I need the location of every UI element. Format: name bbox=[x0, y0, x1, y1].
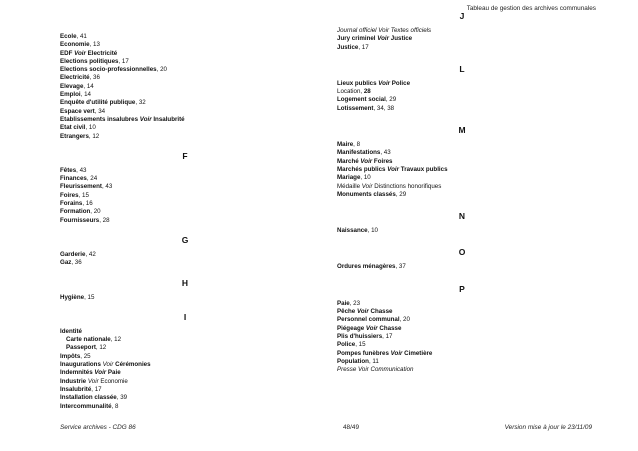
index-entry-text: Forains bbox=[60, 200, 83, 208]
index-entry bbox=[337, 263, 587, 271]
index-entry-text: Impôts bbox=[60, 352, 81, 360]
index-entry bbox=[337, 166, 587, 174]
index-entry-text: Fleurissement bbox=[60, 183, 102, 191]
index-entry bbox=[337, 105, 587, 113]
footer-service-name: Service archives - CDG 86 bbox=[60, 424, 136, 431]
index-entry-text: Etat civil bbox=[60, 124, 86, 132]
index-entry bbox=[60, 124, 310, 132]
index-entry-text: Etrangers bbox=[60, 132, 89, 140]
index-entry bbox=[337, 27, 587, 35]
index-entry bbox=[60, 99, 310, 107]
index-entry bbox=[337, 35, 587, 43]
index-entry-text: , 17 bbox=[91, 385, 102, 393]
index-entry-text: Gaz bbox=[60, 259, 72, 267]
index-entry-text: Passeport bbox=[66, 344, 96, 352]
index-entry bbox=[337, 174, 587, 182]
index-entry bbox=[60, 74, 310, 82]
index-entry bbox=[60, 175, 310, 183]
index-entry-text: , 29 bbox=[385, 96, 397, 104]
index-entry bbox=[60, 41, 310, 49]
index-entry-text: , 10 bbox=[85, 124, 96, 132]
index-entry-text: Etablissements insalubres bbox=[60, 115, 140, 123]
index-entry bbox=[60, 403, 310, 411]
index-entry-text: , 43 bbox=[380, 149, 391, 157]
index-entry-text: Jury criminel bbox=[337, 35, 378, 43]
index-entry bbox=[337, 308, 587, 316]
index-entry bbox=[60, 361, 310, 369]
index-entry-text: Finances bbox=[60, 175, 87, 183]
index-entry-text: , 32 bbox=[135, 99, 146, 107]
index-entry-text: Plis d'huissiers bbox=[337, 332, 383, 340]
section-letter-h: H bbox=[181, 277, 189, 288]
index-entry bbox=[60, 378, 310, 386]
index-entry bbox=[337, 88, 587, 96]
index-entry-text: Voir bbox=[87, 377, 99, 385]
index-entry bbox=[60, 66, 310, 74]
index-entry-text: EDF bbox=[60, 49, 75, 57]
index-entry-text: , 36 bbox=[89, 74, 100, 82]
index-entry-text: Cérémonies bbox=[113, 361, 151, 369]
index-entry-text: , 17 bbox=[382, 332, 393, 340]
index-entry-text: , 20 bbox=[156, 66, 167, 74]
section-letter-p: P bbox=[459, 283, 465, 294]
index-entry-text: Voir bbox=[390, 349, 403, 357]
index-entry bbox=[337, 341, 587, 349]
document-header-title: Tableau de gestion des archives communales bbox=[466, 5, 596, 12]
index-entry-text: , 42 bbox=[85, 250, 96, 258]
index-entry bbox=[337, 141, 587, 149]
section-letter-n: N bbox=[458, 211, 466, 222]
index-entry-text: Communication bbox=[368, 366, 414, 374]
index-entry bbox=[60, 208, 310, 216]
index-entry-text: , 24 bbox=[86, 175, 98, 183]
index-entry-text: Voir bbox=[102, 361, 114, 369]
index-entry-text: Marchés publics bbox=[337, 165, 388, 173]
index-entry-text: Voir bbox=[377, 35, 390, 43]
index-entry bbox=[337, 316, 587, 324]
index-entry-text: , 14 bbox=[83, 82, 94, 90]
index-entry bbox=[337, 366, 587, 374]
section-letter-j: J bbox=[459, 11, 465, 21]
index-entry bbox=[60, 192, 310, 200]
index-entry-text: Foires bbox=[372, 157, 393, 165]
section-letter-f: F bbox=[182, 150, 188, 161]
index-entry-text: , 11 bbox=[368, 357, 379, 365]
index-entry bbox=[337, 358, 587, 366]
index-entry-text: , 23 bbox=[349, 299, 361, 307]
index-entry-text: Insalubrité bbox=[151, 115, 185, 123]
index-entry bbox=[337, 80, 587, 88]
index-entry-text: Piégeage bbox=[337, 324, 366, 332]
index-entry-text: , 15 bbox=[355, 341, 366, 349]
index-entry-text: Inaugurations bbox=[60, 361, 103, 369]
section-letter-g: G bbox=[181, 234, 189, 245]
index-entry-text: Voir bbox=[378, 27, 390, 34]
index-entry-text: Location bbox=[337, 88, 361, 96]
index-entry-text: , 36 bbox=[71, 259, 82, 267]
index-entry-text: , 10 bbox=[367, 227, 378, 235]
index-entry-text: Maire bbox=[337, 141, 354, 149]
index-entry bbox=[60, 91, 310, 99]
index-entry-text: Foires bbox=[60, 191, 79, 199]
section-letter-o: O bbox=[458, 247, 466, 258]
index-entry-text: Garderie bbox=[60, 250, 86, 258]
index-entry bbox=[60, 58, 310, 66]
index-entry-text: , 39 bbox=[116, 394, 128, 402]
index-entry-text: Voir bbox=[356, 308, 369, 316]
index-entry bbox=[60, 294, 310, 302]
section-letter-m: M bbox=[458, 125, 466, 136]
index-entry-text: , 16 bbox=[82, 200, 93, 208]
index-entry bbox=[337, 333, 587, 341]
index-entry-text: Monuments classés bbox=[337, 190, 396, 198]
index-entry-text: Intercommunalité bbox=[60, 402, 112, 410]
index-entry-text: , 43 bbox=[101, 183, 113, 191]
index-entry-text: Insalubrité bbox=[60, 385, 92, 393]
index-entry-text: Lotissement bbox=[337, 104, 374, 112]
index-entry-text: Voir bbox=[357, 366, 369, 374]
index-entry-text: , 25 bbox=[80, 352, 91, 360]
index-entry-text: , 41 bbox=[76, 33, 87, 40]
section-letter-i: I bbox=[183, 311, 187, 322]
index-entry-text: Travaux publics bbox=[399, 165, 448, 173]
index-entry-text: Journal officiel bbox=[337, 27, 379, 34]
index-entry bbox=[60, 133, 310, 141]
index-entry-text: Cimetière bbox=[402, 349, 433, 357]
index-entry-text: , 8 bbox=[353, 141, 361, 149]
index-entry bbox=[60, 217, 310, 225]
index-entry-text: , 34, 38 bbox=[373, 104, 395, 112]
index-entry bbox=[60, 328, 310, 336]
index-entry bbox=[60, 83, 310, 91]
index-column-left bbox=[60, 33, 310, 411]
index-entry-text: Presse bbox=[337, 366, 358, 374]
index-entry bbox=[60, 200, 310, 208]
index-entry-text: , 10 bbox=[360, 174, 371, 182]
index-entry bbox=[337, 325, 587, 333]
footer-version-date: Version mise à jour le 23/11/09 bbox=[504, 424, 592, 431]
index-entry-text: Distinctions honorifiques bbox=[372, 182, 442, 190]
index-entry-text: , 29 bbox=[395, 190, 407, 198]
index-entry-text: Fêtes bbox=[60, 166, 77, 174]
index-entry-text: Formation bbox=[60, 208, 91, 216]
index-entry-text: Voir bbox=[378, 79, 391, 87]
index-entry-text: Chasse bbox=[368, 308, 393, 316]
index-entry bbox=[337, 350, 587, 358]
index-entry-text: Emploi bbox=[60, 91, 81, 99]
index-entry-text: Voir bbox=[74, 49, 86, 57]
index-entry-text: Textes officiels bbox=[389, 27, 432, 34]
index-entry bbox=[337, 44, 587, 52]
index-entry-text: Elections politiques bbox=[60, 57, 119, 65]
index-entry-text: Police bbox=[337, 341, 356, 349]
index-entry-text: Paie bbox=[106, 369, 121, 377]
index-entry-text: Pompes funèbres bbox=[337, 349, 391, 357]
index-entry-text: Elevage bbox=[60, 82, 84, 90]
index-entry bbox=[337, 227, 587, 235]
index-entry-text: Carte nationale bbox=[66, 336, 111, 344]
index-entry-text: Industrie bbox=[60, 377, 88, 385]
index-entry-text: Hygiène bbox=[60, 293, 85, 301]
index-entry-text: 28 bbox=[363, 88, 371, 96]
index-entry-text: Elections socio-professionnelles bbox=[60, 66, 157, 74]
index-entry-text: Logement social bbox=[337, 96, 386, 104]
index-entry-text: Lieux publics bbox=[337, 79, 379, 87]
index-entry bbox=[337, 96, 587, 104]
index-entry-text: Voir bbox=[387, 165, 400, 173]
index-entry bbox=[337, 149, 587, 157]
index-entry bbox=[337, 158, 587, 166]
index-entry-text: , 14 bbox=[80, 91, 91, 99]
index-entry-text: Justice bbox=[337, 43, 359, 51]
index-entry-text: Mariage bbox=[337, 174, 361, 182]
index-entry-text: Chasse bbox=[377, 324, 402, 332]
index-entry-text: Espace vert bbox=[60, 107, 95, 115]
index-entry-text: Naissance bbox=[337, 227, 368, 235]
index-entry bbox=[60, 336, 310, 344]
index-entry bbox=[60, 108, 310, 116]
index-entry bbox=[60, 251, 310, 259]
index-entry-text: , 43 bbox=[76, 166, 87, 174]
index-entry-text: Police bbox=[390, 79, 411, 87]
index-entry bbox=[60, 353, 310, 361]
index-entry-text: Pêche bbox=[337, 308, 357, 316]
index-entry-text: Paie bbox=[337, 299, 350, 307]
index-entry-text: , 37 bbox=[395, 263, 406, 271]
index-entry bbox=[60, 50, 310, 58]
index-entry bbox=[60, 33, 310, 41]
index-entry-text: Ordures ménagères bbox=[337, 263, 396, 271]
index-entry-text: , 28 bbox=[99, 216, 110, 224]
index-entry bbox=[337, 183, 587, 191]
index-entry-text: Voir bbox=[365, 324, 378, 332]
index-entry-text: Marché bbox=[337, 157, 361, 165]
index-entry-text: , 17 bbox=[118, 57, 129, 65]
index-entry bbox=[60, 386, 310, 394]
index-entry-text: Installation classée bbox=[60, 394, 117, 402]
index-entry-text: Voir bbox=[361, 182, 373, 190]
index-entry-text: , 8 bbox=[111, 402, 119, 410]
index-entry-text: Economie bbox=[98, 377, 128, 385]
index-entry bbox=[60, 183, 310, 191]
index-entry-text: Fournisseurs bbox=[60, 216, 100, 224]
index-entry-text: Enquête d'utilité publique bbox=[60, 99, 136, 107]
index-entry bbox=[60, 369, 310, 377]
index-entry bbox=[60, 394, 310, 402]
index-entry-text: , 13 bbox=[89, 41, 100, 49]
index-entry-text: , bbox=[360, 88, 364, 96]
index-entry-text: , 12 bbox=[95, 344, 107, 352]
index-entry bbox=[60, 344, 310, 352]
footer-page-number: 48/49 bbox=[343, 424, 359, 431]
index-column-right bbox=[337, 11, 587, 374]
index-entry-text: Electricité bbox=[85, 49, 118, 57]
index-entry-text: , 20 bbox=[90, 208, 101, 216]
index-entry-text: Indemnités bbox=[60, 369, 95, 377]
index-entry-text: Voir bbox=[139, 115, 152, 123]
index-entry-text: Ecole bbox=[60, 33, 77, 40]
index-entry-text: Justice bbox=[389, 35, 413, 43]
index-entry-text: , 34 bbox=[94, 107, 106, 115]
index-entry-text: Voir bbox=[94, 369, 107, 377]
index-entry bbox=[60, 116, 310, 124]
index-entry-text: , 20 bbox=[399, 316, 410, 324]
index-entry-text: Manifestations bbox=[337, 149, 381, 157]
index-entry-text: , 12 bbox=[88, 132, 100, 140]
index-entry-text: Identité bbox=[60, 327, 83, 335]
index-entry bbox=[337, 191, 587, 199]
index-entry-text: Personnel communal bbox=[337, 316, 400, 324]
index-entry-text: , 15 bbox=[84, 293, 95, 301]
index-entry-text: , 17 bbox=[358, 43, 369, 51]
index-entry bbox=[60, 167, 310, 175]
index-entry-text: , 15 bbox=[78, 191, 89, 199]
index-entry-text: Electricité bbox=[60, 74, 90, 82]
index-entry-text: Economie bbox=[60, 41, 90, 49]
index-entry-text: Médaille bbox=[337, 182, 362, 190]
index-entry bbox=[337, 300, 587, 308]
section-letter-l: L bbox=[459, 63, 465, 74]
index-entry bbox=[60, 259, 310, 267]
index-entry-text: Voir bbox=[360, 157, 373, 165]
index-entry-text: Population bbox=[337, 357, 369, 365]
index-entry-text: , 12 bbox=[110, 336, 122, 344]
